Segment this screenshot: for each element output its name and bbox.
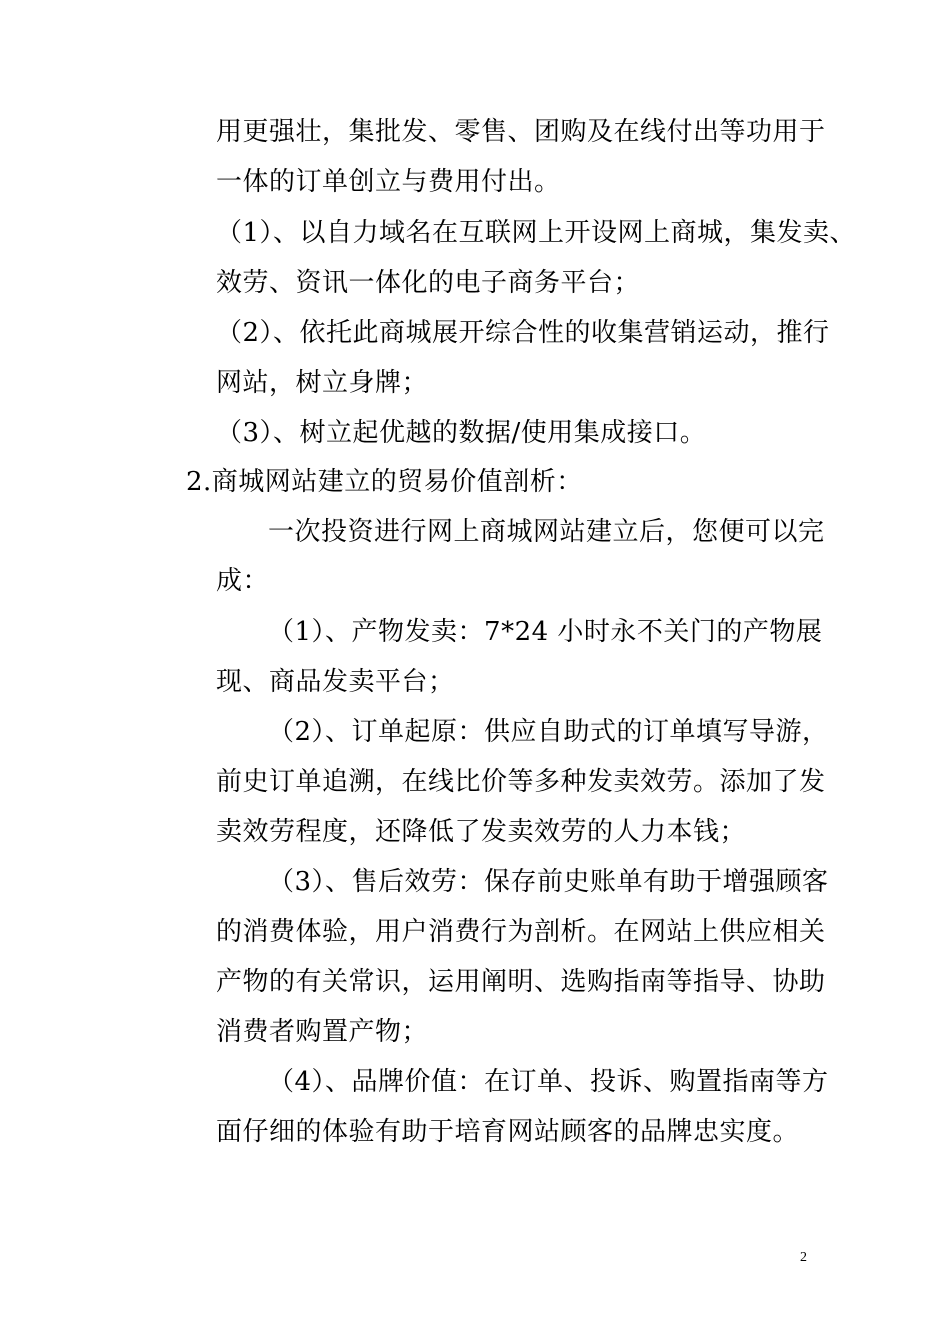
text-line-9: 一次投资进行网上商城网站建立后，您便可以完 — [268, 517, 825, 547]
section-heading: 2.商城网站建立的贸易价值剖析： — [186, 467, 583, 497]
text-line-6: 网站，树立身牌； — [216, 368, 429, 398]
text-line-19: 消费者购置产物； — [216, 1017, 429, 1047]
text-line-17: 的消费体验，用户消费行为剖析。在网站上供应相关 — [216, 917, 826, 947]
text-line-21: 面仔细的体验有助于培育网站顾客的品牌忠实度。 — [216, 1117, 800, 1147]
page-number: 2 — [800, 1250, 807, 1265]
text-line-16: （3）、售后效劳：保存前史账单有助于增强顾客 — [268, 867, 829, 897]
text-line-10: 成： — [216, 566, 270, 596]
text-line-1: 用更强壮，集批发、零售、团购及在线付出等功用于 — [216, 117, 826, 147]
text-line-7: （3）、树立起优越的数据/使用集成接口。 — [216, 418, 707, 448]
text-line-12: 现、商品发卖平台； — [216, 667, 455, 697]
text-line-5: （2）、依托此商城展开综合性的收集营销运动，推行 — [216, 318, 830, 348]
text-line-4: 效劳、资讯一体化的电子商务平台； — [216, 268, 641, 298]
text-line-18: 产物的有关常识，运用阐明、选购指南等指导、协助 — [216, 967, 826, 997]
text-line-20: （4）、品牌价值：在订单、投诉、购置指南等方 — [268, 1067, 829, 1097]
text-line-11: （1）、产物发卖：7*24 小时永不关门的产物展 — [268, 617, 823, 647]
text-line-3: （1）、以自力域名在互联网上开设网上商城，集发卖、 — [216, 218, 857, 248]
text-line-13: （2）、订单起原：供应自助式的订单填写导游， — [268, 717, 829, 747]
text-line-2: 一体的订单创立与费用付出。 — [216, 167, 561, 197]
text-line-15: 卖效劳程度，还降低了发卖效劳的人力本钱； — [216, 817, 747, 847]
text-line-14: 前史订单追溯，在线比价等多种发卖效劳。添加了发 — [216, 767, 826, 797]
